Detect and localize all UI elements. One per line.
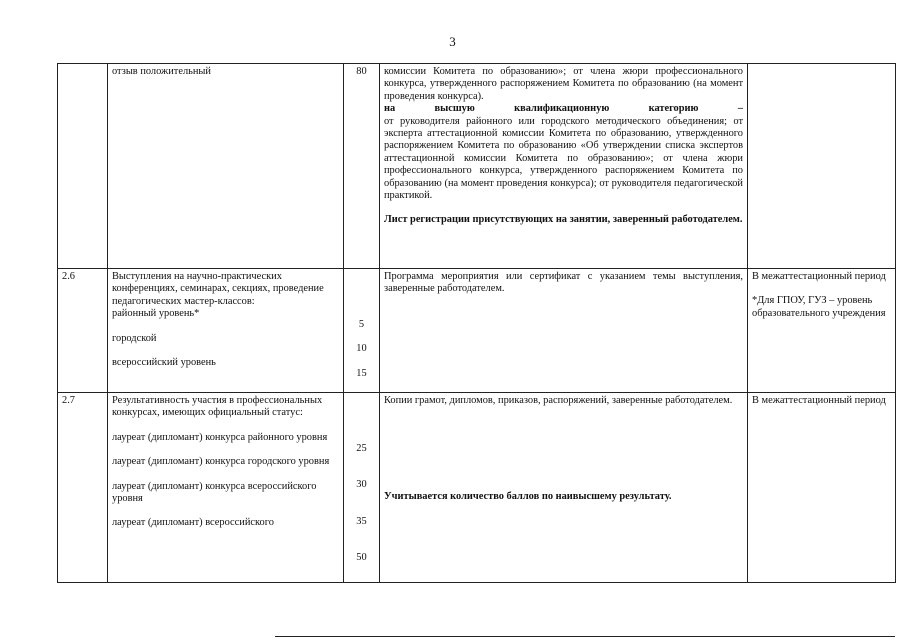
criterion-intro: Результативность участия в профессиональных конкурсах, имеющих официальный статус: — [112, 395, 323, 419]
level-label: лауреат (дипломант) конкурса районного уровня — [112, 431, 328, 443]
points-cell — [344, 269, 380, 393]
level-label: лауреат (дипломант) конкурса всероссийского уровня — [112, 480, 317, 505]
criterion-cell — [108, 393, 344, 583]
note-cell — [748, 393, 896, 583]
note-cell — [748, 64, 896, 269]
points-value: 25 — [356, 443, 367, 454]
points-value: 5 — [358, 319, 365, 330]
note-footnote: *Для ГПОУ, ГУЗ – уровень образовательного учреждения — [752, 295, 886, 319]
documents-text: Копии грамот, дипломов, приказов, распоряжений, заверенные работодателем. — [384, 395, 733, 406]
row-number: 2.7 — [58, 393, 108, 583]
row-number — [58, 64, 108, 269]
table-row — [58, 64, 896, 269]
documents-text: от руководителя районного или городского методического объединения; от эксперта аттестационной комиссии Комитета по образованию, утвержденного распоряжением Комитета по образованию «Об утверждении списка экспертов аттестационной комиссии Комитета по образованию»; от члена жюри профессионального конкурса, утвержденного распоряжением Комитета по образованию (на момент проведения конкурса); от руководителя педагогической практикой. — [384, 115, 743, 202]
level-label: лауреат (дипломант) всероссийского — [112, 517, 274, 529]
points-value: 50 — [356, 552, 367, 564]
points-value: 10 — [356, 343, 367, 355]
criteria-table — [57, 63, 896, 583]
points-value: 80 — [344, 64, 380, 269]
level-label: районный уровень* — [112, 308, 200, 320]
documents-text: Программа мероприятия или сертификат с указанием темы выступления, заверенные работодателем. — [380, 269, 748, 393]
documents-bold-text: Учитывается количество баллов по наивысшему результату. — [384, 491, 672, 503]
points-cell — [344, 393, 380, 583]
table-row — [58, 269, 896, 393]
documents-text: комиссии Комитета по образованию»; от члена жюри профессионального конкурса, утвержденного распоряжением Комитета по образованию (на момент проведения конкурса). — [384, 66, 743, 102]
note-period: В межаттестационный период — [752, 271, 886, 282]
documents-bold-text: Лист регистрации присутствующих на занятии, заверенный работодателем. — [384, 214, 743, 226]
category-heading: на высшую квалификационную категорию – — [384, 103, 743, 115]
table-bottom-border — [275, 636, 895, 637]
level-label: городской — [112, 332, 157, 344]
criterion-text: отзыв положительный — [108, 64, 344, 269]
criterion-cell — [108, 269, 344, 393]
note-period: В межаттестационный период — [752, 395, 886, 406]
table-row — [58, 393, 896, 583]
documents-cell — [380, 393, 748, 583]
points-value: 30 — [356, 479, 367, 491]
note-cell — [748, 269, 896, 393]
level-label: всероссийский уровень — [112, 357, 216, 369]
points-value: 15 — [356, 367, 367, 379]
documents-cell — [380, 64, 748, 269]
page-number: 3 — [449, 34, 456, 49]
level-label: лауреат (дипломант) конкурса городского уровня — [112, 456, 330, 468]
points-value: 35 — [356, 515, 367, 527]
criterion-intro: Выступления на научно-практических конференциях, семинарах, секциях, проведение педагогических мастер-классов: — [112, 271, 324, 307]
row-number: 2.6 — [58, 269, 108, 393]
